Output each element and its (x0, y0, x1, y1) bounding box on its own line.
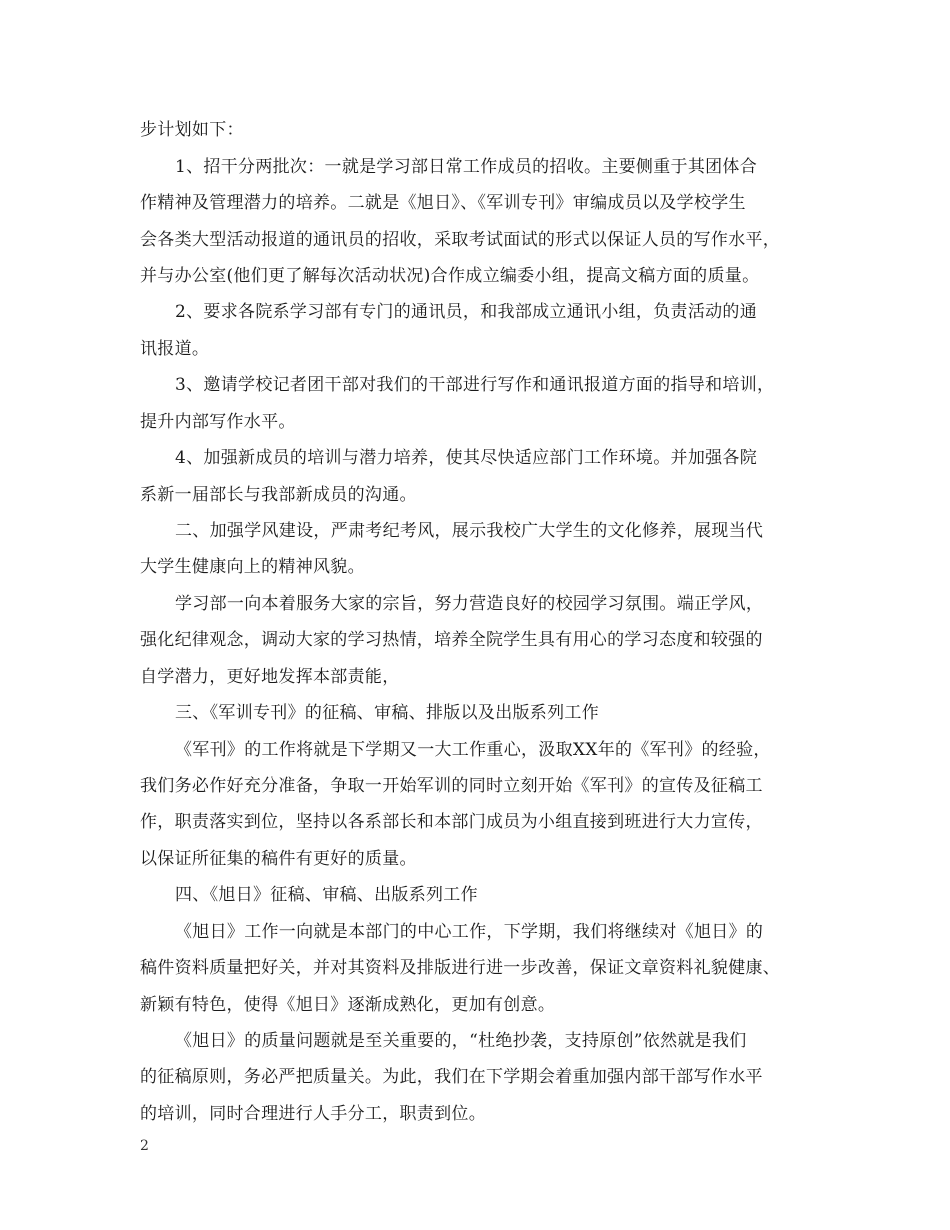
page-number: 2 (140, 1138, 149, 1154)
text-line: 的征稿原则，务必严把质量关。为此，我们在下学期会着重加强内部干部写作水平 (140, 1067, 763, 1087)
text-line: 3、邀请学校记者团干部对我们的干部进行写作和通讯报道方面的指导和培训， (175, 375, 775, 395)
text-line: 以保证所征集的稿件有更好的质量。 (140, 849, 417, 869)
text-line: 提升内部写作水平。 (140, 412, 296, 432)
text-line: 《军刊》的工作将就是下学期又一大工作重心，汲取XX年的《军刊》的经验， (175, 740, 771, 760)
text-line: 强化纪律观念，调动大家的学习热情，培养全院学生具有用心的学习态度和较强的 (140, 630, 763, 650)
text-line: 稿件资料质量把好关，并对其资料及排版进行进一步改善，保证文章资料礼貌健康、 (140, 958, 781, 978)
text-line: 四、《旭日》征稿、审稿、出版系列工作 (175, 885, 478, 905)
text-line: 步计划如下： (140, 120, 244, 140)
text-line: 2、要求各院系学习部有专门的通讯员，和我部成立通讯小组，负责活动的通 (175, 302, 758, 322)
text-line: 并与办公室(他们更了解每次活动状况)合作成立编委小组，提高文稿方面的质量。 (140, 266, 760, 286)
text-line: 学习部一向本着服务大家的宗旨，努力营造良好的校园学习氛围。端正学风， (175, 594, 764, 614)
text-line: 会各类大型活动报道的通讯员的招收，采取考试面试的形式以保证人员的写作水平， (140, 230, 781, 250)
text-line: 《旭日》工作一向就是本部门的中心工作，下学期，我们将继续对《旭日》的 (175, 922, 764, 942)
text-line: 《旭日》的质量问题就是至关重要的，“杜绝抄袭，支持原创”依然就是我们 (175, 1031, 747, 1051)
text-line: 新颖有特色，使得《旭日》逐渐成熟化，更加有创意。 (140, 995, 556, 1015)
text-line: 讯报道。 (140, 339, 210, 359)
text-line: 我们务必作好充分准备，争取一开始军训的同时立刻开始《军刊》的宣传及征稿工 (140, 776, 763, 796)
text-line: 4、加强新成员的培训与潜力培养，使其尽快适应部门工作环境。并加强各院 (175, 448, 758, 468)
text-line: 作，职责落实到位，坚持以各系部长和本部门成员为小组直接到班进行大力宣传， (140, 812, 763, 832)
text-line: 的培训，同时合理进行人手分工，职责到位。 (140, 1104, 486, 1124)
text-line: 自学潜力，更好地发挥本部责能， (140, 667, 400, 687)
text-line: 1、招干分两批次：一就是学习部日常工作成员的招收。主要侧重于其团体合 (175, 157, 758, 177)
text-line: 系新一届部长与我部新成员的沟通。 (140, 485, 417, 505)
text-line: 作精神及管理潜力的培养。二就是《旭日》、《军训专刊》审编成员以及学校学生 (140, 193, 746, 213)
text-line: 三、《军训专刊》的征稿、审稿、排版以及出版系列工作 (175, 703, 599, 723)
text-line: 大学生健康向上的精神风貌。 (140, 557, 365, 577)
text-line: 二、加强学风建设，严肃考纪考风，展示我校广大学生的文化修养，展现当代 (175, 521, 764, 541)
